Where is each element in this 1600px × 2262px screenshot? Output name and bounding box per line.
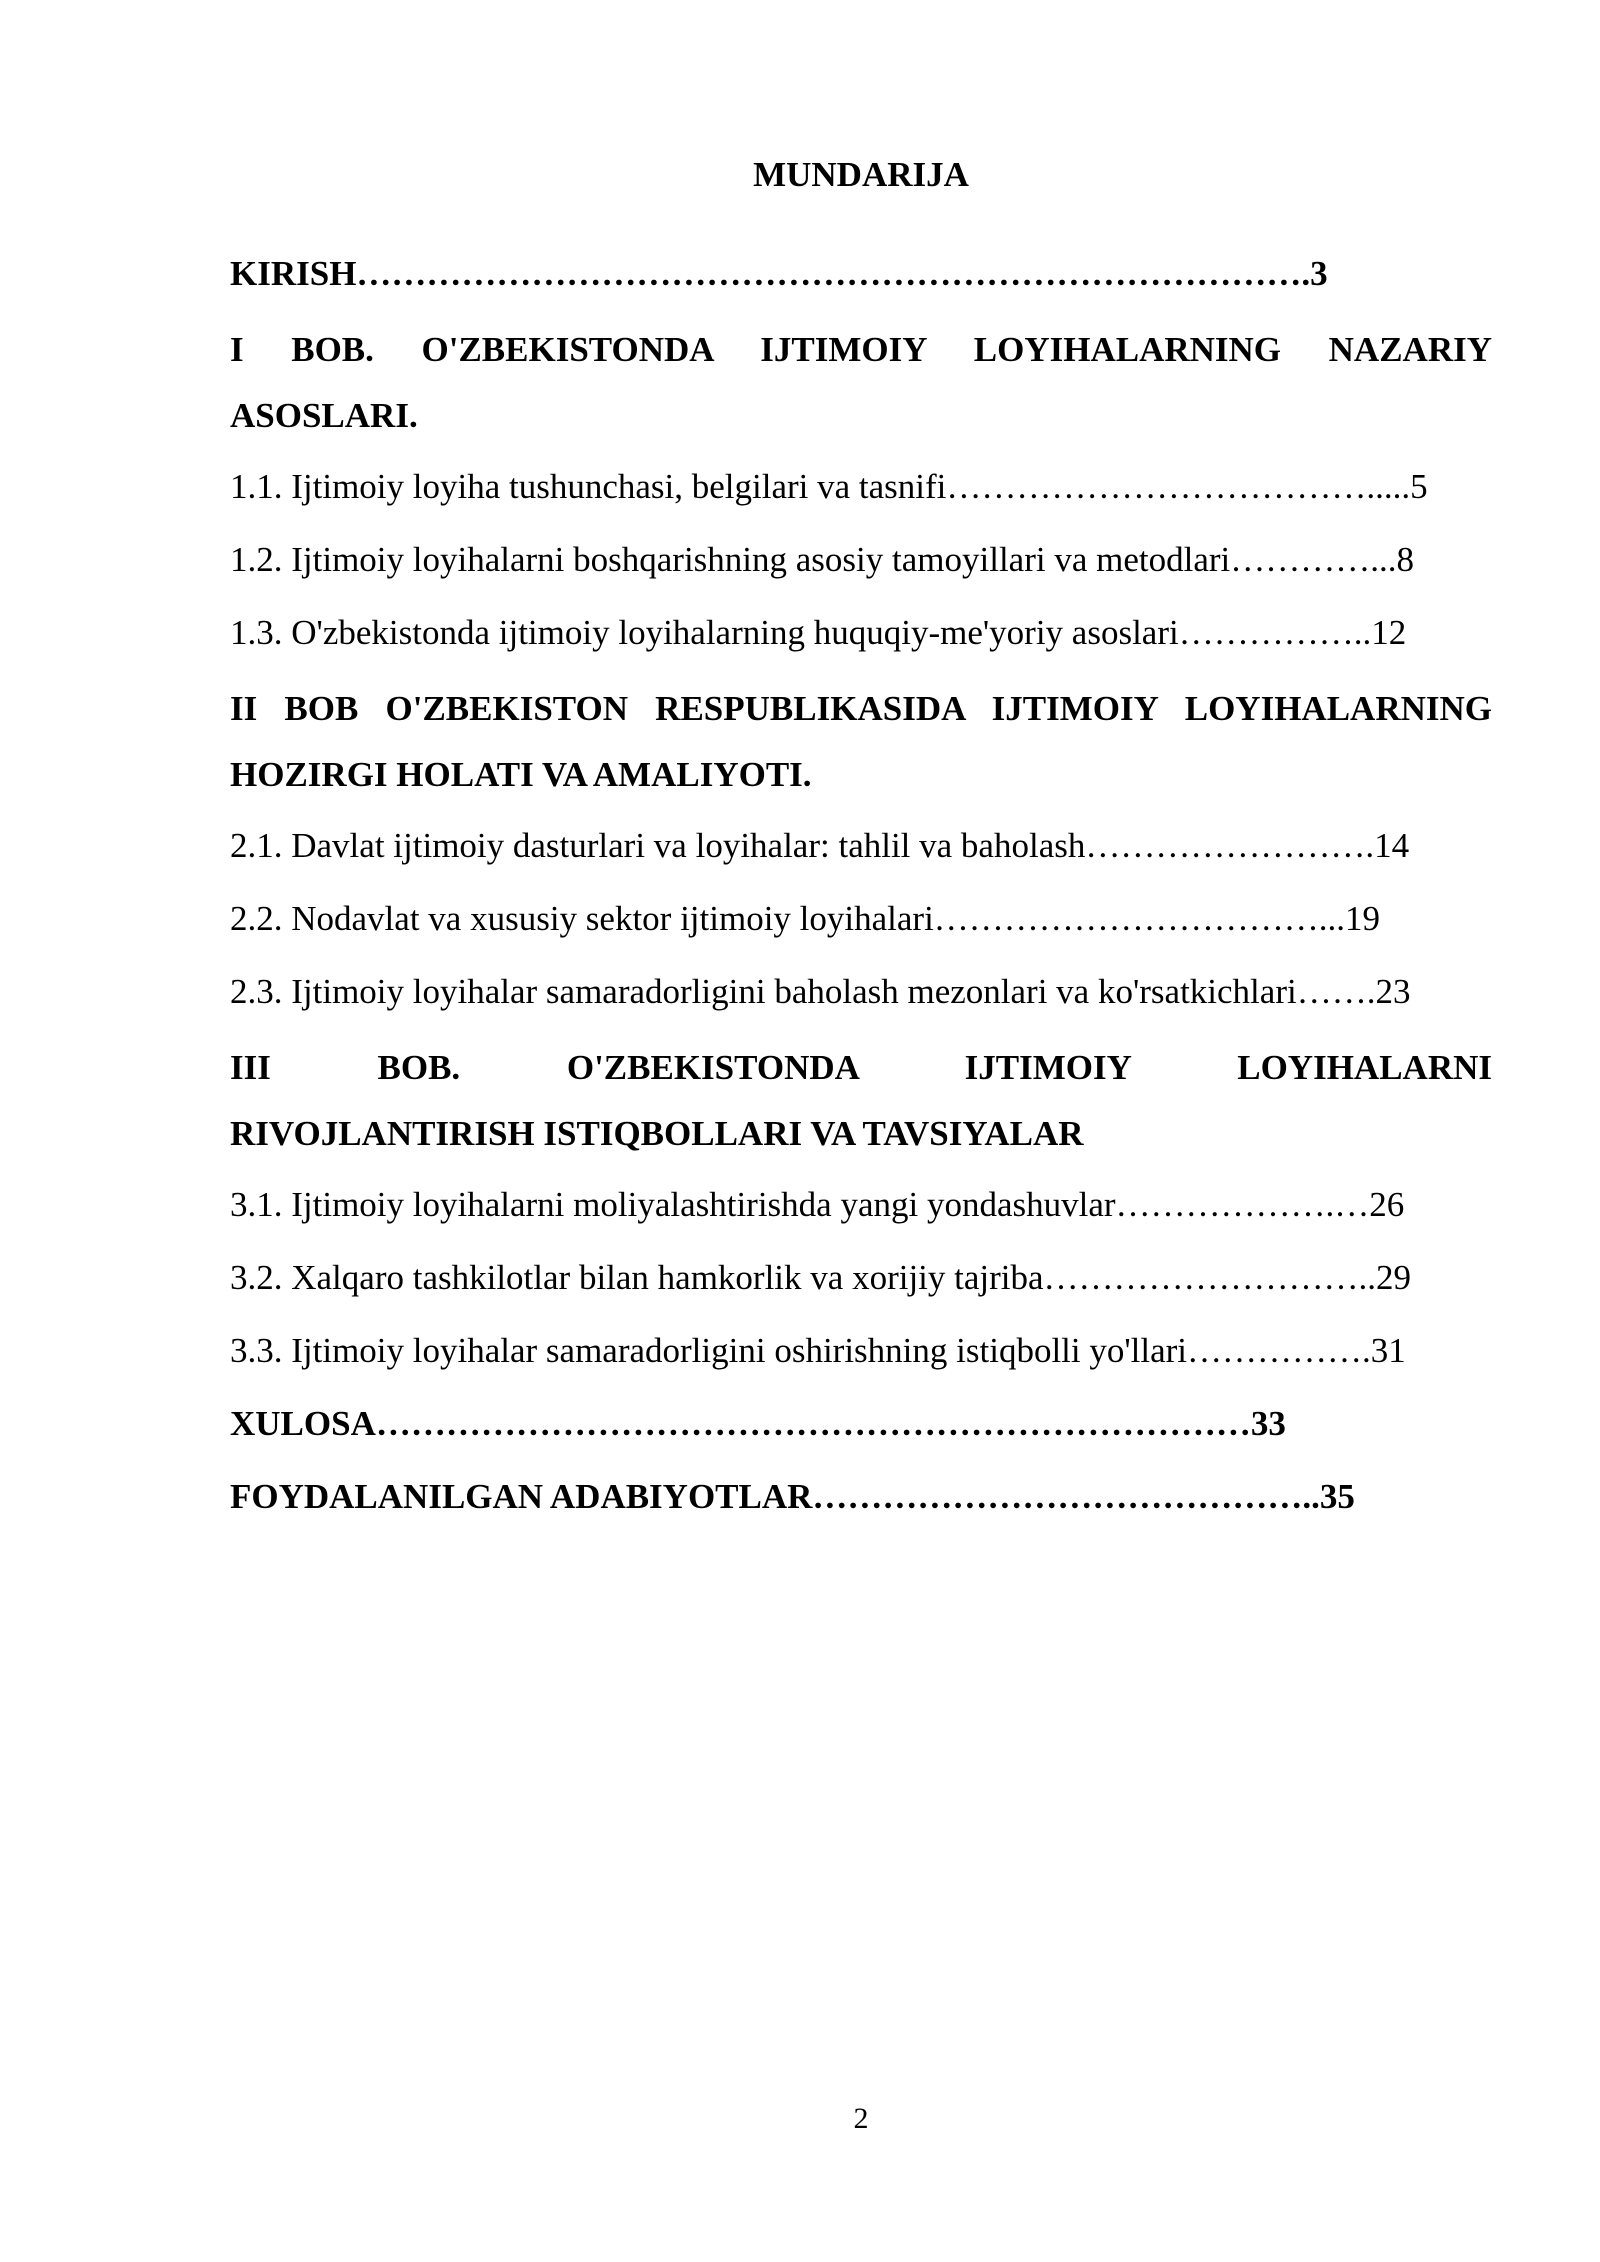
toc-entry-text: KIRISH……………………………………………………………………….3 <box>230 254 1328 293</box>
toc-entry-1-1 <box>230 461 1492 534</box>
chapter-title-line2: RIVOJLANTIRISH ISTIQBOLLARI VA TAVSIYALAR <box>230 1114 1084 1153</box>
toc-entry-adabiyotlar <box>230 1471 1492 1544</box>
toc-chapter-2 <box>230 676 1492 808</box>
toc-entry-3-2 <box>230 1252 1492 1325</box>
chapter-title-line1: II BOB O'ZBEKISTON RESPUBLIKASIDA IJTIMOIY LOYIHALARNING <box>230 689 1492 728</box>
toc-entry-text: FOYDALANILGAN ADABIYOTLAR……………………………………..35 <box>230 1477 1355 1516</box>
toc-entry-2-2 <box>230 893 1492 966</box>
toc-entry-3-3 <box>230 1325 1492 1398</box>
toc-entry-kirish <box>230 248 1492 321</box>
toc-entry-text: XULOSA…………………………………………………………………33 <box>230 1404 1286 1443</box>
toc-entry-text: 1.1. Ijtimoiy loyiha tushunchasi, belgilari va tasnifi……………………………….....5 <box>230 467 1428 506</box>
page-number: 2 <box>853 2102 869 2135</box>
chapter-title-line2: HOZIRGI HOLATI VA AMALIYOTI. <box>230 755 812 794</box>
toc-entry-2-1 <box>230 820 1492 893</box>
chapter-title-line1: III BOB. O'ZBEKISTONDA IJTIMOIY LOYIHALARNI <box>230 1048 1492 1087</box>
toc-entry-text: 2.3. Ijtimoiy loyihalar samaradorligini baholash mezonlari va ko'rsatkichlari…….23 <box>230 972 1411 1011</box>
toc-entry-xulosa <box>230 1398 1492 1471</box>
toc-chapter-3 <box>230 1035 1492 1167</box>
toc-entry-2-3 <box>230 966 1492 1039</box>
toc-entry-text: 3.3. Ijtimoiy loyihalar samaradorligini oshirishning istiqbolli yo'llari…………….31 <box>230 1331 1406 1370</box>
table-of-contents <box>230 248 1492 1544</box>
toc-entry-text: 1.3. O'zbekistonda ijtimoiy loyihalarning huquqiy-me'yoriy asoslari……………..12 <box>230 613 1407 652</box>
toc-entry-text: 3.2. Xalqaro tashkilotlar bilan hamkorlik va xorijiy tajriba………………………..29 <box>230 1258 1412 1297</box>
page-title: MUNDARIJA <box>753 155 969 194</box>
toc-entry-text: 2.2. Nodavlat va xususiy sektor ijtimoiy loyihalari……………………………...19 <box>230 899 1381 938</box>
chapter-title-line1: I BOB. O'ZBEKISTONDA IJTIMOIY LOYIHALARNING NAZARIY <box>230 330 1492 369</box>
toc-entry-text: 3.1. Ijtimoiy loyihalarni moliyalashtirishda yangi yondashuvlar……………….…26 <box>230 1185 1405 1224</box>
chapter-title-line2: ASOSLARI. <box>230 396 418 435</box>
toc-entry-text: 1.2. Ijtimoiy loyihalarni boshqarishning asosiy tamoyillari va metodlari…………...8 <box>230 540 1415 579</box>
toc-chapter-1 <box>230 317 1492 449</box>
toc-entry-3-1 <box>230 1179 1492 1252</box>
toc-entry-1-3 <box>230 607 1492 680</box>
toc-entry-1-2 <box>230 534 1492 607</box>
toc-entry-text: 2.1. Davlat ijtimoiy dasturlari va loyihalar: tahlil va baholash…………………….14 <box>230 826 1410 865</box>
